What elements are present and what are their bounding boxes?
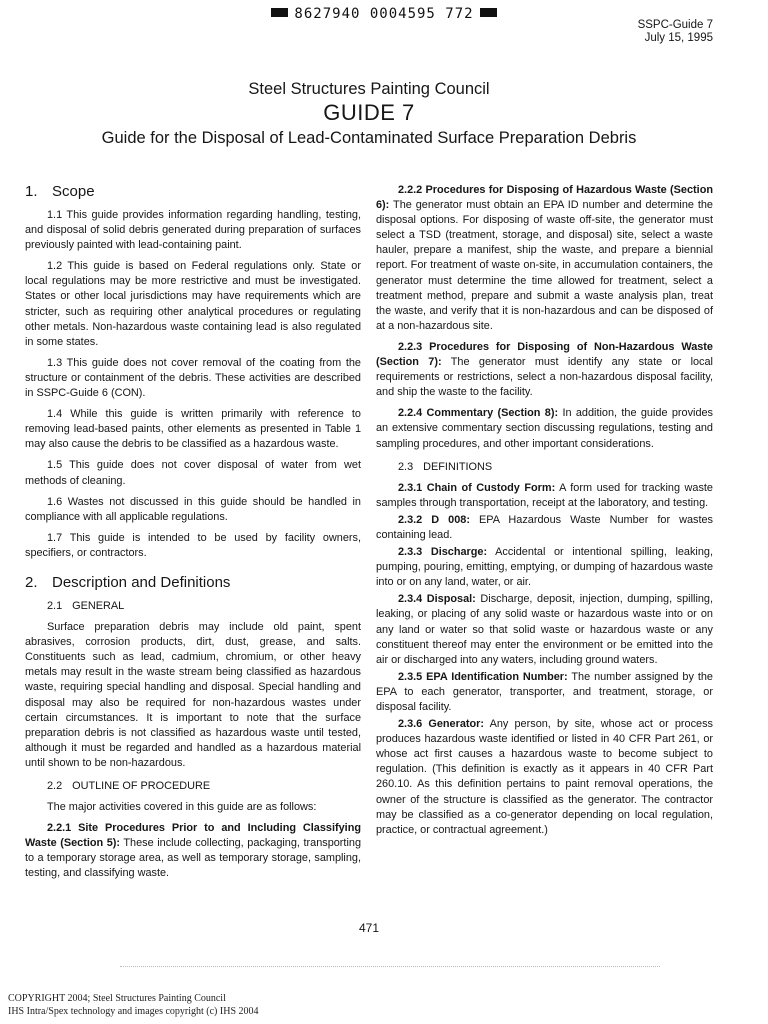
organization-name: Steel Structures Painting Council: [248, 80, 490, 98]
paragraph-2-2-4: 2.2.4 Commentary (Section 8): In addition, the guide provides an extensive commentary section discussing regulations, testing and sampling procedures, and other important considerations.: [376, 407, 713, 450]
paragraph-1-6: 1.6 Wastes not discussed in this guide should be handled in compliance with all applicable regulations.: [25, 495, 361, 523]
paragraph-outline-intro: The major activities covered in this guide are as follows:: [47, 801, 317, 814]
doc-date: July 15, 1995: [644, 32, 713, 44]
paragraph-1-1: 1.1 This guide provides information regarding handling, testing, and disposal of solid debris generated during preparation of surfaces previously painted with lead-containing paint.: [25, 209, 361, 252]
right-column: [376, 183, 713, 840]
barcode-block-right: [480, 8, 497, 17]
barcode-number: 8627940 0004595 772: [294, 6, 474, 22]
definition-2-3-1: 2.3.1 Chain of Custody Form: A form used for tracking waste samples through transportation, receipt at the laboratory, and testing.: [376, 481, 713, 509]
paragraph-2-2-1: 2.2.1 Site Procedures Prior to and Including Classifying Waste (Section 5): These include collecting, packaging, transporting to a temporary storage area, as well as temporary storage, sampling, testing, and classifying waste.: [25, 822, 361, 880]
subsection-heading-general: 2.1 GENERAL: [47, 599, 125, 612]
copyright-line-2: IHS Intra/Spex technology and images copyright (c) IHS 2004: [8, 1006, 259, 1017]
subsection-heading-definitions: 2.3 DEFINITIONS: [398, 460, 493, 473]
definition-2-3-4: 2.3.4 Disposal: Discharge, deposit, injection, dumping, spilling, leaking, or placing of any solid waste or hazardous waste into or on any land or water so that solid waste or hazardous waste or any constituent thereof may enter the environment or be emitted into the air or discharged into any waters, including ground waters.: [376, 593, 713, 666]
copyright-line-1: COPYRIGHT 2004; Steel Structures Painting Council: [8, 993, 226, 1004]
document-reference: [638, 19, 713, 45]
definition-2-3-6: 2.3.6 Generator: Any person, by site, whose act or process produces hazardous waste identified or listed in 40 CFR Part 261, or whose act first causes a hazardous waste to become subject to regulation. (This definition is exactly as it appears in 40 CFR Part 260.10. As this definition pertains to paint removal operations, the owner of the structure is classified as the generator. The contractor may be classified as a co-generator depending on local regulation, practice, or contractual agreement.): [376, 718, 713, 836]
paragraph-1-2: 1.2 This guide is based on Federal regulations only. State or local regulations may be more restrictive and must be investigated. States or other local jurisdictions may have requirements which are stricter, such as requiring other analytical procedures or regulating other metals. Non-hazardous waste containing lead is also regulated in some states.: [25, 260, 361, 348]
scan-artifact-divider: [120, 966, 660, 971]
paragraph-general: Surface preparation debris may include old paint, spent abrasives, corrosion products, dirt, dust, grease, and salts. Constituents such as lead, cadmium, chromium, or other heavy metals may result in the waste stream being classified as hazardous waste, requiring special handling and disposal. Special handling and disposal may also be required for non-hazardous wastes under certain circumstances. It is important to note that the surface preparation debris is not classified as hazardous waste until tested, although it must be regarded and handled as a hazardous material until shown to be non-hazardous.: [25, 621, 361, 769]
paragraph-2-2-2: 2.2.2 Procedures for Disposing of Hazardous Waste (Section 6): The generator must obtain an EPA ID number and determine the disposal options. For disposing of waste off-site, the generator must select a TSD (treatment, storage, and disposal) site, select a waste hauler, prepare a manifest, ship the waste, and prepare a biennial report. For treatment of waste on-site, in accumulation containers, the generator must determine the time allowed for treatment, select a treatment method, prepare and submit a waste analysis plan, treat the waste, and verify that it is non-hazardous and can be disposed of at a non-hazardous site.: [376, 184, 713, 332]
barcode-block-left: [271, 8, 288, 17]
subsection-heading-outline: 2.2 OUTLINE OF PROCEDURE: [47, 780, 211, 792]
paragraph-2-2-3: 2.2.3 Procedures for Disposing of Non-Hazardous Waste (Section 7): The generator must identify any state or local requirements or restrictions, select a non-hazardous disposal facility, and ship the waste to the facility.: [376, 340, 713, 399]
paragraph-1-3: 1.3 This guide does not cover removal of the coating from the structure or containment of the debris. These activities are described in SSPC-Guide 6 (CON).: [25, 356, 361, 400]
definition-2-3-5: 2.3.5 EPA Identification Number: The number assigned by the EPA to each generator, transporter, and treatment, storage, or disposal facility.: [376, 670, 713, 713]
copyright-notice: [8, 992, 259, 1018]
paragraph-1-7: 1.7 This guide is intended to be used by facility owners, specifiers, or contractors.: [25, 531, 361, 559]
paragraph-1-4: 1.4 While this guide is written primarily with reference to removing lead-based paints, other elements as presented in Table 1 may also cause the debris to be classified as a hazardous waste.: [25, 408, 361, 451]
section-heading-scope: 1. Scope: [25, 183, 95, 200]
definition-2-3-2: 2.3.2 D 008: EPA Hazardous Waste Number for wastes containing lead.: [376, 513, 714, 541]
guide-title: GUIDE 7: [323, 100, 415, 125]
definition-2-3-3: 2.3.3 Discharge: Accidental or intentional spilling, leaking, pumping, pouring, emitting, emptying, or dumping of hazardous waste into or on any land, water, or air.: [376, 546, 713, 589]
left-column: [25, 183, 361, 888]
section-heading-description: 2. Description and Definitions: [25, 573, 231, 591]
page-number: 471: [358, 921, 380, 935]
doc-ref: SSPC-Guide 7: [637, 19, 713, 31]
document-subtitle: Guide for the Disposal of Lead-Contaminated Surface Preparation Debris: [101, 129, 637, 147]
paragraph-1-5: 1.5 This guide does not cover disposal of water from wet methods of cleaning.: [25, 459, 361, 487]
